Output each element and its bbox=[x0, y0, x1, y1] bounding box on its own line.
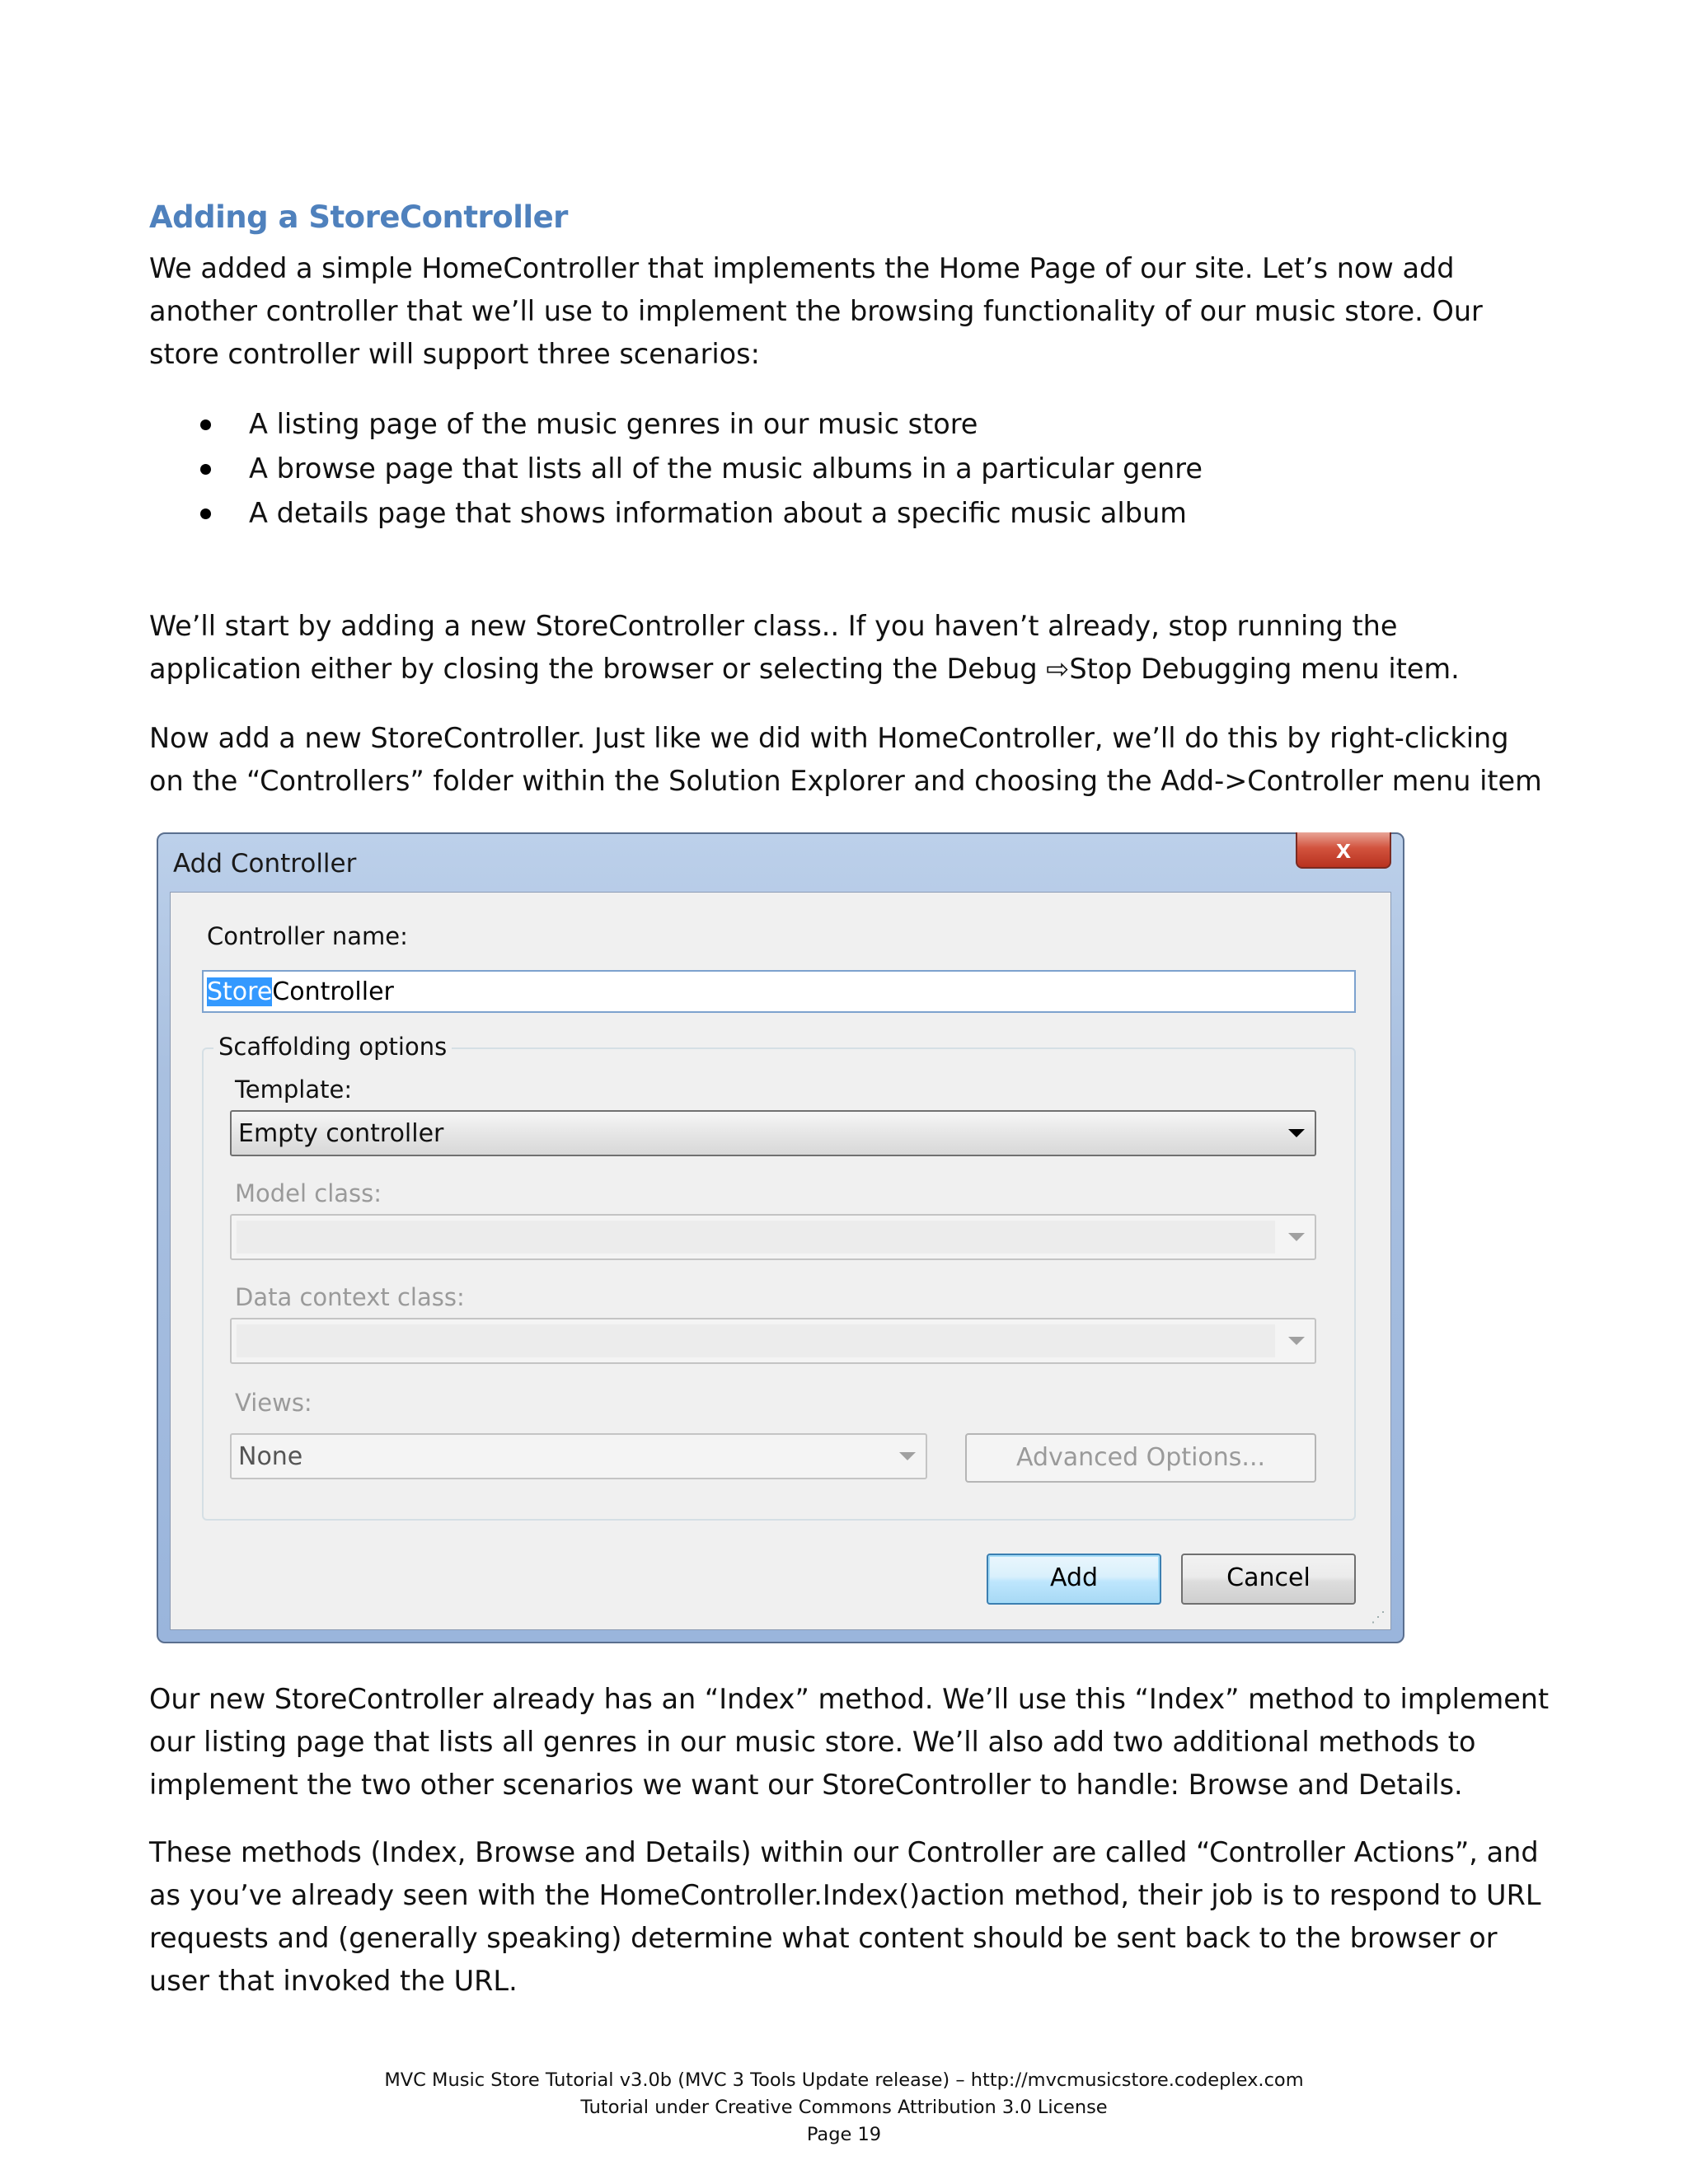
add-button[interactable]: Add bbox=[987, 1554, 1161, 1605]
resize-grip-icon[interactable]: ⋰ bbox=[1371, 1609, 1386, 1625]
bullet-icon bbox=[200, 419, 211, 430]
cancel-button[interactable]: Cancel bbox=[1181, 1554, 1356, 1605]
index-paragraph: Our new StoreController already has an “Index” method. We’ll use this “Index” method to implement our listing page that lists all genres in our music store. We’ll also add two additional methods to implement the two other scenarios we want our StoreController to handle: Browse and Details. bbox=[149, 1683, 1550, 1801]
advanced-options-button[interactable]: Advanced Options... bbox=[965, 1433, 1316, 1483]
controller-name-label: Controller name: bbox=[207, 922, 408, 950]
add-paragraph: Now add a new StoreController. Just like we did with HomeController, we’ll do this by right-clicking on the “Controllers” folder within the Solution Explorer and choosing the Add->Controller menu item bbox=[149, 722, 1542, 797]
add-controller-dialog bbox=[157, 832, 1404, 1643]
actions-paragraph: These methods (Index, Browse and Details) within our Controller are called “Controller Actions”, and as you’ve already seen with the HomeController.Index()action method, their job is to respond to URL requests and (generally speaking) determine what content should be sent back to the browser or user that invoked the URL. bbox=[149, 1836, 1541, 1997]
dialog-client-area bbox=[170, 892, 1391, 1630]
list-item: A listing page of the music genres in our music store bbox=[149, 402, 1203, 447]
chevron-down-icon bbox=[899, 1452, 916, 1460]
data-context-class-label: Data context class: bbox=[235, 1283, 465, 1311]
data-context-class-dropdown[interactable] bbox=[230, 1318, 1316, 1364]
views-label: Views: bbox=[235, 1389, 312, 1417]
views-dropdown[interactable] bbox=[230, 1433, 927, 1479]
close-button[interactable]: x bbox=[1296, 832, 1391, 869]
model-class-dropdown[interactable] bbox=[230, 1214, 1316, 1260]
template-dropdown[interactable] bbox=[230, 1110, 1316, 1156]
chevron-down-icon bbox=[1288, 1337, 1305, 1345]
bullet-icon bbox=[200, 509, 211, 519]
chevron-down-icon bbox=[1288, 1129, 1305, 1137]
footer-line-2: Tutorial under Creative Commons Attribution 3.0 License bbox=[580, 2097, 1108, 2118]
footer-line-1: MVC Music Store Tutorial v3.0b (MVC 3 Tools Update release) – http://mvcmusicstore.codeplex.com bbox=[384, 2069, 1304, 2091]
scaffolding-options-label: Scaffolding options bbox=[213, 1033, 452, 1061]
template-value: Empty controller bbox=[238, 1119, 444, 1148]
section-heading: Adding a StoreController bbox=[149, 199, 568, 235]
page-number: Page 19 bbox=[806, 2124, 882, 2145]
model-class-label: Model class: bbox=[235, 1179, 382, 1207]
selected-text: Store bbox=[207, 977, 273, 1006]
start-paragraph: We’ll start by adding a new StoreController class.. If you haven’t already, stop running the application either by closing the browser or selecting the Debug ⇨Stop Debugging menu item. bbox=[149, 610, 1460, 685]
controller-name-input[interactable] bbox=[202, 970, 1356, 1013]
chevron-down-icon bbox=[1288, 1233, 1305, 1241]
dialog-title: Add Controller bbox=[173, 849, 357, 879]
list-item: A details page that shows information about a specific music album bbox=[149, 491, 1203, 536]
views-value: None bbox=[238, 1442, 303, 1471]
bullet-icon bbox=[200, 464, 211, 475]
input-text: Controller bbox=[272, 977, 394, 1006]
list-item: A browse page that lists all of the music albums in a particular genre bbox=[149, 447, 1203, 491]
template-label: Template: bbox=[235, 1076, 353, 1104]
intro-paragraph: We added a simple HomeController that implements the Home Page of our site. Let’s now add another controller that we’ll use to implement the browsing functionality of our music store. Our store controller will support three scenarios: bbox=[149, 252, 1483, 370]
dialog-titlebar[interactable] bbox=[158, 834, 1403, 893]
scenario-list bbox=[149, 402, 1203, 536]
